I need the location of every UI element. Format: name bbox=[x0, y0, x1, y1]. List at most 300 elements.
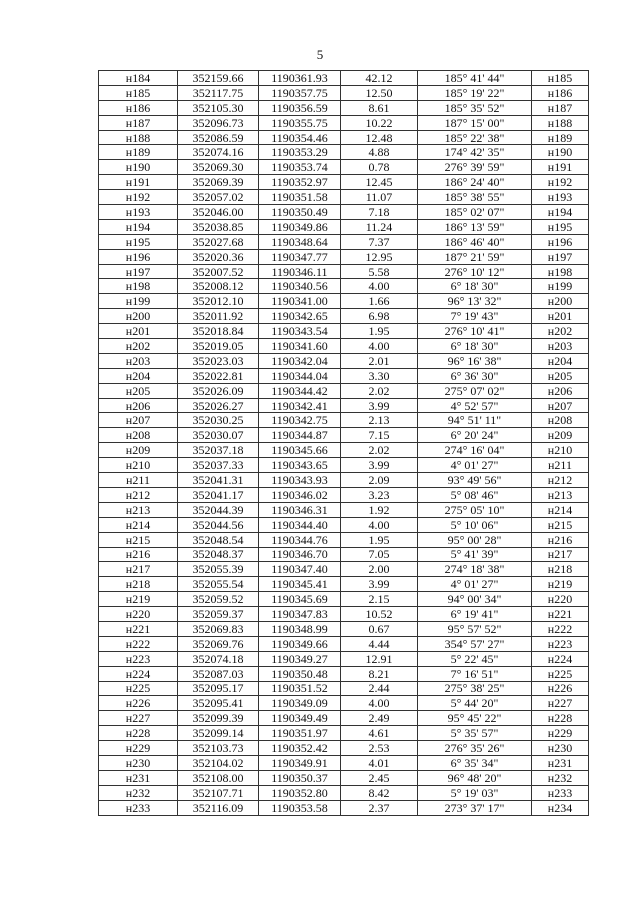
cell-coord-y: 1190344.42 bbox=[259, 383, 341, 398]
cell-coord-x: 352103.73 bbox=[178, 741, 259, 756]
cell-coord-y: 1190350.48 bbox=[259, 666, 341, 681]
cell-coord-x: 352019.05 bbox=[178, 339, 259, 354]
cell-distance: 8.42 bbox=[341, 785, 418, 800]
cell-coord-x: 352007.52 bbox=[178, 264, 259, 279]
cell-coord-x: 352020.36 bbox=[178, 249, 259, 264]
cell-point-to: н187 bbox=[532, 100, 589, 115]
table-row bbox=[99, 383, 589, 398]
cell-coord-y: 1190343.54 bbox=[259, 324, 341, 339]
cell-point-to: н228 bbox=[532, 711, 589, 726]
table-row bbox=[99, 547, 589, 562]
cell-bearing: 6° 19' 41" bbox=[418, 607, 532, 622]
cell-distance: 0.67 bbox=[341, 621, 418, 636]
table-row bbox=[99, 219, 589, 234]
cell-bearing: 6° 36' 30" bbox=[418, 368, 532, 383]
cell-point-to: н194 bbox=[532, 205, 589, 220]
cell-point-from: н195 bbox=[99, 234, 178, 249]
cell-point-to: н199 bbox=[532, 279, 589, 294]
cell-bearing: 5° 41' 39" bbox=[418, 547, 532, 562]
cell-bearing: 275° 05' 10" bbox=[418, 502, 532, 517]
cell-coord-x: 352030.07 bbox=[178, 428, 259, 443]
cell-point-from: н219 bbox=[99, 592, 178, 607]
table-row bbox=[99, 160, 589, 175]
cell-bearing: 185° 38' 55" bbox=[418, 190, 532, 205]
cell-coord-y: 1190341.60 bbox=[259, 339, 341, 354]
cell-point-from: н225 bbox=[99, 681, 178, 696]
cell-point-from: н203 bbox=[99, 353, 178, 368]
cell-distance: 2.02 bbox=[341, 383, 418, 398]
table-row bbox=[99, 279, 589, 294]
cell-distance: 1.95 bbox=[341, 324, 418, 339]
cell-point-from: н233 bbox=[99, 800, 178, 815]
cell-coord-y: 1190347.83 bbox=[259, 607, 341, 622]
cell-coord-x: 352041.31 bbox=[178, 473, 259, 488]
table-row bbox=[99, 755, 589, 770]
cell-coord-x: 352099.39 bbox=[178, 711, 259, 726]
cell-coord-y: 1190349.27 bbox=[259, 651, 341, 666]
cell-coord-x: 352037.33 bbox=[178, 458, 259, 473]
cell-coord-x: 352044.39 bbox=[178, 502, 259, 517]
cell-coord-y: 1190343.93 bbox=[259, 473, 341, 488]
cell-point-to: н223 bbox=[532, 636, 589, 651]
cell-bearing: 354° 57' 27" bbox=[418, 636, 532, 651]
cell-point-from: н200 bbox=[99, 309, 178, 324]
cell-distance: 2.13 bbox=[341, 413, 418, 428]
cell-distance: 8.21 bbox=[341, 666, 418, 681]
cell-point-from: н220 bbox=[99, 607, 178, 622]
cell-coord-x: 352069.39 bbox=[178, 175, 259, 190]
cell-distance: 2.09 bbox=[341, 473, 418, 488]
cell-bearing: 186° 13' 59" bbox=[418, 219, 532, 234]
cell-point-from: н229 bbox=[99, 741, 178, 756]
cell-coord-x: 352105.30 bbox=[178, 100, 259, 115]
cell-distance: 2.37 bbox=[341, 800, 418, 815]
table-row bbox=[99, 770, 589, 785]
cell-point-to: н189 bbox=[532, 130, 589, 145]
cell-coord-y: 1190349.66 bbox=[259, 636, 341, 651]
cell-point-to: н209 bbox=[532, 428, 589, 443]
cell-bearing: 5° 19' 03" bbox=[418, 785, 532, 800]
cell-bearing: 7° 16' 51" bbox=[418, 666, 532, 681]
cell-point-to: н219 bbox=[532, 577, 589, 592]
cell-distance: 11.07 bbox=[341, 190, 418, 205]
cell-point-from: н211 bbox=[99, 473, 178, 488]
cell-coord-x: 352096.73 bbox=[178, 115, 259, 130]
cell-point-to: н186 bbox=[532, 85, 589, 100]
cell-coord-y: 1190352.80 bbox=[259, 785, 341, 800]
cell-bearing: 276° 39' 59" bbox=[418, 160, 532, 175]
table-row bbox=[99, 413, 589, 428]
cell-coord-y: 1190354.46 bbox=[259, 130, 341, 145]
cell-coord-x: 352046.00 bbox=[178, 205, 259, 220]
cell-coord-y: 1190346.31 bbox=[259, 502, 341, 517]
cell-distance: 2.53 bbox=[341, 741, 418, 756]
cell-bearing: 96° 16' 38" bbox=[418, 353, 532, 368]
cell-bearing: 95° 45' 22" bbox=[418, 711, 532, 726]
cell-coord-y: 1190342.65 bbox=[259, 309, 341, 324]
cell-point-from: н206 bbox=[99, 398, 178, 413]
cell-distance: 2.02 bbox=[341, 443, 418, 458]
cell-coord-x: 352038.85 bbox=[178, 219, 259, 234]
cell-coord-x: 352026.09 bbox=[178, 383, 259, 398]
cell-distance: 8.61 bbox=[341, 100, 418, 115]
cell-point-to: н210 bbox=[532, 443, 589, 458]
cell-point-from: н184 bbox=[99, 71, 178, 86]
cell-point-to: н204 bbox=[532, 353, 589, 368]
cell-point-from: н216 bbox=[99, 547, 178, 562]
table-row bbox=[99, 234, 589, 249]
cell-coord-y: 1190344.40 bbox=[259, 517, 341, 532]
cell-point-to: н215 bbox=[532, 517, 589, 532]
table-body bbox=[99, 71, 589, 816]
table-row bbox=[99, 264, 589, 279]
cell-distance: 12.50 bbox=[341, 85, 418, 100]
cell-coord-y: 1190343.65 bbox=[259, 458, 341, 473]
table-row bbox=[99, 517, 589, 532]
table-row bbox=[99, 502, 589, 517]
table-row bbox=[99, 473, 589, 488]
cell-distance: 2.00 bbox=[341, 562, 418, 577]
cell-point-to: н229 bbox=[532, 726, 589, 741]
cell-bearing: 5° 35' 57" bbox=[418, 726, 532, 741]
cell-point-to: н188 bbox=[532, 115, 589, 130]
cell-coord-y: 1190349.09 bbox=[259, 696, 341, 711]
cell-distance: 2.44 bbox=[341, 681, 418, 696]
cell-distance: 3.30 bbox=[341, 368, 418, 383]
cell-coord-x: 352055.39 bbox=[178, 562, 259, 577]
cell-distance: 12.91 bbox=[341, 651, 418, 666]
cell-coord-x: 352087.03 bbox=[178, 666, 259, 681]
cell-point-to: н190 bbox=[532, 145, 589, 160]
cell-point-to: н198 bbox=[532, 264, 589, 279]
cell-distance: 7.05 bbox=[341, 547, 418, 562]
cell-coord-x: 352008.12 bbox=[178, 279, 259, 294]
cell-coord-y: 1190341.00 bbox=[259, 294, 341, 309]
cell-point-from: н196 bbox=[99, 249, 178, 264]
cell-coord-x: 352026.27 bbox=[178, 398, 259, 413]
cell-distance: 4.00 bbox=[341, 279, 418, 294]
cell-point-to: н233 bbox=[532, 785, 589, 800]
cell-point-to: н203 bbox=[532, 339, 589, 354]
cell-distance: 1.66 bbox=[341, 294, 418, 309]
cell-bearing: 185° 35' 52" bbox=[418, 100, 532, 115]
table-row bbox=[99, 696, 589, 711]
cell-coord-y: 1190351.52 bbox=[259, 681, 341, 696]
cell-coord-x: 352048.37 bbox=[178, 547, 259, 562]
cell-distance: 12.95 bbox=[341, 249, 418, 264]
table-row bbox=[99, 681, 589, 696]
cell-coord-x: 352104.02 bbox=[178, 755, 259, 770]
cell-point-from: н217 bbox=[99, 562, 178, 577]
cell-point-to: н200 bbox=[532, 294, 589, 309]
cell-distance: 4.61 bbox=[341, 726, 418, 741]
cell-bearing: 276° 35' 26" bbox=[418, 741, 532, 756]
cell-coord-y: 1190348.99 bbox=[259, 621, 341, 636]
cell-point-from: н197 bbox=[99, 264, 178, 279]
cell-coord-y: 1190361.93 bbox=[259, 71, 341, 86]
table-row bbox=[99, 205, 589, 220]
cell-point-to: н208 bbox=[532, 413, 589, 428]
cell-coord-y: 1190346.11 bbox=[259, 264, 341, 279]
cell-bearing: 5° 10' 06" bbox=[418, 517, 532, 532]
cell-point-to: н211 bbox=[532, 458, 589, 473]
cell-point-to: н191 bbox=[532, 160, 589, 175]
cell-point-from: н231 bbox=[99, 770, 178, 785]
cell-point-from: н191 bbox=[99, 175, 178, 190]
table-row bbox=[99, 130, 589, 145]
cell-coord-y: 1190350.37 bbox=[259, 770, 341, 785]
cell-coord-y: 1190351.58 bbox=[259, 190, 341, 205]
cell-bearing: 94° 51' 11" bbox=[418, 413, 532, 428]
cell-point-from: н210 bbox=[99, 458, 178, 473]
cell-point-to: н192 bbox=[532, 175, 589, 190]
cell-point-from: н226 bbox=[99, 696, 178, 711]
coordinates-table bbox=[98, 70, 589, 816]
cell-point-to: н225 bbox=[532, 666, 589, 681]
cell-coord-y: 1190344.04 bbox=[259, 368, 341, 383]
cell-distance: 12.45 bbox=[341, 175, 418, 190]
cell-coord-x: 352018.84 bbox=[178, 324, 259, 339]
cell-bearing: 5° 08' 46" bbox=[418, 487, 532, 502]
cell-point-from: н198 bbox=[99, 279, 178, 294]
cell-distance: 3.99 bbox=[341, 458, 418, 473]
cell-point-to: н232 bbox=[532, 770, 589, 785]
cell-point-to: н218 bbox=[532, 562, 589, 577]
cell-point-from: н204 bbox=[99, 368, 178, 383]
cell-point-from: н218 bbox=[99, 577, 178, 592]
table-row bbox=[99, 487, 589, 502]
table-row bbox=[99, 800, 589, 815]
cell-point-from: н193 bbox=[99, 205, 178, 220]
cell-distance: 3.23 bbox=[341, 487, 418, 502]
cell-point-from: н207 bbox=[99, 413, 178, 428]
cell-coord-x: 352037.18 bbox=[178, 443, 259, 458]
cell-point-to: н201 bbox=[532, 309, 589, 324]
cell-coord-y: 1190349.86 bbox=[259, 219, 341, 234]
cell-coord-y: 1190342.04 bbox=[259, 353, 341, 368]
cell-distance: 11.24 bbox=[341, 219, 418, 234]
cell-point-from: н189 bbox=[99, 145, 178, 160]
cell-point-from: н232 bbox=[99, 785, 178, 800]
cell-coord-x: 352074.16 bbox=[178, 145, 259, 160]
table-row bbox=[99, 85, 589, 100]
cell-coord-y: 1190347.77 bbox=[259, 249, 341, 264]
cell-point-from: н212 bbox=[99, 487, 178, 502]
cell-point-from: н187 bbox=[99, 115, 178, 130]
cell-bearing: 7° 19' 43" bbox=[418, 309, 532, 324]
cell-point-from: н221 bbox=[99, 621, 178, 636]
cell-distance: 1.92 bbox=[341, 502, 418, 517]
cell-coord-y: 1190345.66 bbox=[259, 443, 341, 458]
cell-distance: 4.00 bbox=[341, 339, 418, 354]
cell-bearing: 185° 02' 07" bbox=[418, 205, 532, 220]
table-row bbox=[99, 592, 589, 607]
cell-bearing: 187° 21' 59" bbox=[418, 249, 532, 264]
table-row bbox=[99, 562, 589, 577]
cell-point-to: н202 bbox=[532, 324, 589, 339]
cell-bearing: 174° 42' 35" bbox=[418, 145, 532, 160]
cell-distance: 3.99 bbox=[341, 577, 418, 592]
cell-distance: 2.01 bbox=[341, 353, 418, 368]
cell-point-from: н188 bbox=[99, 130, 178, 145]
cell-coord-x: 352159.66 bbox=[178, 71, 259, 86]
cell-bearing: 275° 38' 25" bbox=[418, 681, 532, 696]
cell-bearing: 187° 15' 00" bbox=[418, 115, 532, 130]
cell-point-from: н209 bbox=[99, 443, 178, 458]
cell-point-to: н213 bbox=[532, 487, 589, 502]
cell-coord-x: 352108.00 bbox=[178, 770, 259, 785]
table-row bbox=[99, 577, 589, 592]
cell-coord-y: 1190345.69 bbox=[259, 592, 341, 607]
cell-bearing: 273° 37' 17" bbox=[418, 800, 532, 815]
cell-bearing: 275° 07' 02" bbox=[418, 383, 532, 398]
cell-distance: 7.18 bbox=[341, 205, 418, 220]
cell-coord-y: 1190344.87 bbox=[259, 428, 341, 443]
cell-bearing: 96° 48' 20" bbox=[418, 770, 532, 785]
cell-point-from: н192 bbox=[99, 190, 178, 205]
cell-point-from: н205 bbox=[99, 383, 178, 398]
cell-bearing: 95° 00' 28" bbox=[418, 532, 532, 547]
cell-bearing: 185° 22' 38" bbox=[418, 130, 532, 145]
cell-point-from: н202 bbox=[99, 339, 178, 354]
table-row bbox=[99, 145, 589, 160]
table-row bbox=[99, 458, 589, 473]
cell-coord-x: 352069.83 bbox=[178, 621, 259, 636]
cell-bearing: 4° 52' 57" bbox=[418, 398, 532, 413]
table-row bbox=[99, 115, 589, 130]
cell-coord-x: 352099.14 bbox=[178, 726, 259, 741]
cell-bearing: 276° 10' 41" bbox=[418, 324, 532, 339]
cell-coord-y: 1190351.97 bbox=[259, 726, 341, 741]
cell-distance: 4.44 bbox=[341, 636, 418, 651]
cell-coord-y: 1190344.76 bbox=[259, 532, 341, 547]
cell-bearing: 94° 00' 34" bbox=[418, 592, 532, 607]
cell-bearing: 6° 18' 30" bbox=[418, 279, 532, 294]
cell-coord-x: 352011.92 bbox=[178, 309, 259, 324]
cell-distance: 4.88 bbox=[341, 145, 418, 160]
cell-point-to: н224 bbox=[532, 651, 589, 666]
cell-bearing: 96° 13' 32" bbox=[418, 294, 532, 309]
cell-point-to: н217 bbox=[532, 547, 589, 562]
cell-coord-x: 352041.17 bbox=[178, 487, 259, 502]
cell-distance: 6.98 bbox=[341, 309, 418, 324]
cell-coord-x: 352022.81 bbox=[178, 368, 259, 383]
cell-distance: 3.99 bbox=[341, 398, 418, 413]
cell-point-to: н197 bbox=[532, 249, 589, 264]
cell-point-from: н194 bbox=[99, 219, 178, 234]
cell-coord-y: 1190355.75 bbox=[259, 115, 341, 130]
table-row bbox=[99, 785, 589, 800]
cell-bearing: 185° 19' 22" bbox=[418, 85, 532, 100]
cell-coord-y: 1190352.42 bbox=[259, 741, 341, 756]
cell-distance: 5.58 bbox=[341, 264, 418, 279]
cell-coord-x: 352059.37 bbox=[178, 607, 259, 622]
cell-coord-x: 352030.25 bbox=[178, 413, 259, 428]
cell-coord-x: 352055.54 bbox=[178, 577, 259, 592]
table-row bbox=[99, 175, 589, 190]
cell-distance: 2.49 bbox=[341, 711, 418, 726]
cell-distance: 1.95 bbox=[341, 532, 418, 547]
cell-coord-x: 352069.76 bbox=[178, 636, 259, 651]
cell-point-to: н222 bbox=[532, 621, 589, 636]
cell-point-to: н221 bbox=[532, 607, 589, 622]
cell-point-to: н207 bbox=[532, 398, 589, 413]
cell-coord-y: 1190346.02 bbox=[259, 487, 341, 502]
cell-point-from: н201 bbox=[99, 324, 178, 339]
cell-distance: 10.22 bbox=[341, 115, 418, 130]
cell-bearing: 6° 18' 30" bbox=[418, 339, 532, 354]
cell-coord-y: 1190342.75 bbox=[259, 413, 341, 428]
cell-distance: 2.45 bbox=[341, 770, 418, 785]
cell-point-from: н227 bbox=[99, 711, 178, 726]
cell-bearing: 4° 01' 27" bbox=[418, 458, 532, 473]
cell-point-from: н190 bbox=[99, 160, 178, 175]
table-row bbox=[99, 666, 589, 681]
cell-coord-x: 352044.56 bbox=[178, 517, 259, 532]
cell-coord-y: 1190353.58 bbox=[259, 800, 341, 815]
table-row bbox=[99, 100, 589, 115]
cell-coord-y: 1190345.41 bbox=[259, 577, 341, 592]
cell-distance: 4.00 bbox=[341, 517, 418, 532]
cell-bearing: 5° 22' 45" bbox=[418, 651, 532, 666]
table-row bbox=[99, 339, 589, 354]
cell-point-to: н185 bbox=[532, 71, 589, 86]
cell-bearing: 6° 20' 24" bbox=[418, 428, 532, 443]
table-row bbox=[99, 532, 589, 547]
table-row bbox=[99, 353, 589, 368]
table-row bbox=[99, 368, 589, 383]
cell-coord-x: 352116.09 bbox=[178, 800, 259, 815]
cell-coord-x: 352074.18 bbox=[178, 651, 259, 666]
cell-point-to: н195 bbox=[532, 219, 589, 234]
cell-coord-y: 1190353.74 bbox=[259, 160, 341, 175]
table-row bbox=[99, 711, 589, 726]
cell-coord-x: 352057.02 bbox=[178, 190, 259, 205]
cell-point-to: н226 bbox=[532, 681, 589, 696]
table-row bbox=[99, 726, 589, 741]
cell-bearing: 5° 44' 20" bbox=[418, 696, 532, 711]
cell-distance: 7.37 bbox=[341, 234, 418, 249]
table-row bbox=[99, 190, 589, 205]
table-row bbox=[99, 309, 589, 324]
cell-bearing: 6° 35' 34" bbox=[418, 755, 532, 770]
cell-point-from: н230 bbox=[99, 755, 178, 770]
cell-bearing: 95° 57' 52" bbox=[418, 621, 532, 636]
cell-coord-y: 1190357.75 bbox=[259, 85, 341, 100]
table-row bbox=[99, 71, 589, 86]
cell-point-from: н222 bbox=[99, 636, 178, 651]
cell-point-to: н205 bbox=[532, 368, 589, 383]
cell-coord-y: 1190349.91 bbox=[259, 755, 341, 770]
table-row bbox=[99, 294, 589, 309]
table-row bbox=[99, 741, 589, 756]
cell-point-to: н234 bbox=[532, 800, 589, 815]
cell-distance: 7.15 bbox=[341, 428, 418, 443]
cell-point-from: н213 bbox=[99, 502, 178, 517]
cell-coord-x: 352069.30 bbox=[178, 160, 259, 175]
cell-distance: 0.78 bbox=[341, 160, 418, 175]
cell-distance: 12.48 bbox=[341, 130, 418, 145]
cell-point-from: н228 bbox=[99, 726, 178, 741]
table-row bbox=[99, 651, 589, 666]
cell-point-to: н227 bbox=[532, 696, 589, 711]
cell-coord-y: 1190346.70 bbox=[259, 547, 341, 562]
cell-point-from: н185 bbox=[99, 85, 178, 100]
table-row bbox=[99, 398, 589, 413]
cell-point-from: н214 bbox=[99, 517, 178, 532]
cell-coord-x: 352095.41 bbox=[178, 696, 259, 711]
cell-bearing: 276° 10' 12" bbox=[418, 264, 532, 279]
